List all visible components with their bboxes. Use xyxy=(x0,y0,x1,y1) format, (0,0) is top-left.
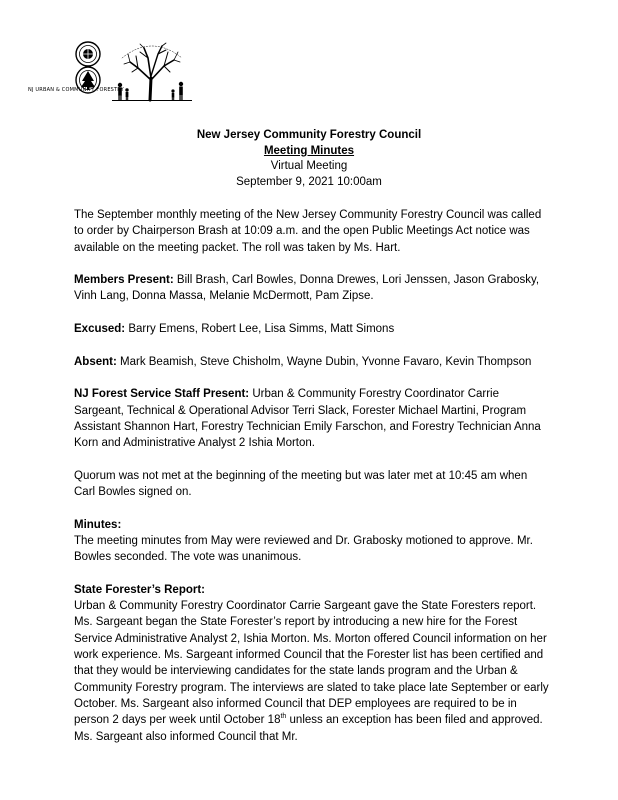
quorum-paragraph: Quorum was not met at the beginning of the meeting but was later met at 10:45 am when Carl Bowles signed on. xyxy=(74,469,528,499)
state-forester-text-a: Urban & Community Forestry Coordinator Carrie Sargeant gave the State Foresters report. Ms. Sargeant began the State Forester’s report by introducing a new hire for the Forest Service Administrative Analyst 2, Ishia Morton. Ms. Morton offered Council information on her work experience. Ms. Sargeant informed Council that the Forester list has been certified and that they would be interviewing candidates for the state lands program and the Urban & Community Forestry program. The interviews are slated to take place late September or early October. Ms. Sargeant also informed Council that DEP employees are required to be in person 2 days per week until October 18 xyxy=(74,600,549,727)
excused-list: Barry Emens, Robert Lee, Lisa Simms, Matt Simons xyxy=(125,323,395,336)
minutes-paragraph: The meeting minutes from May were reviewed and Dr. Grabosky motioned to approve. Mr. Bowles seconded. The vote was unanimous. xyxy=(74,534,533,564)
state-seal-icon xyxy=(76,42,100,66)
staff-present-label: NJ Forest Service Staff Present: xyxy=(74,388,250,401)
ordinal-suffix: th xyxy=(280,713,287,721)
meeting-type: Virtual Meeting xyxy=(270,160,348,172)
intro-paragraph: The September monthly meeting of the New Jersey Community Forestry Council was called to order by Chairperson Brash at 10:09 a.m. and the open Public Meetings Act notice was available on the meeting packet. The roll was taken by Ms. Hart. xyxy=(74,209,542,254)
members-present-list: Bill Brash, Carl Bowles, Donna Drewes, Lori Jenssen, Jason Grabosky, Vinh Lang, Donna Massa, Melanie McDermott, Pam Zipse. xyxy=(74,274,540,303)
absent-list: Mark Beamish, Steve Chisholm, Wayne Dubin, Yvonne Favaro, Kevin Thompson xyxy=(116,355,532,368)
state-forester-paragraph xyxy=(74,598,550,745)
document-title: Meeting Minutes xyxy=(263,144,355,157)
absent-paragraph xyxy=(74,354,550,370)
logo-caption: NJ URBAN & COMMUNITY FORESTRY xyxy=(28,87,124,93)
staff-present-paragraph xyxy=(74,386,550,451)
minutes-heading: Minutes: xyxy=(74,518,122,531)
members-present-label: Members Present: xyxy=(74,274,174,287)
state-forester-heading: State Forester’s Report: xyxy=(74,583,206,596)
organization-name: New Jersey Community Forestry Council xyxy=(196,129,422,141)
excused-label: Excused: xyxy=(74,323,126,336)
excused-paragraph xyxy=(74,321,550,337)
absent-label: Absent: xyxy=(74,355,117,368)
document-header xyxy=(0,128,618,190)
members-present-paragraph xyxy=(74,272,550,305)
meeting-date: September 9, 2021 10:00am xyxy=(236,175,382,188)
staff-present-list: Urban & Community Forestry Coordinator Carrie Sargeant, Technical & Operational Advisor Terri Slack, Forester Michael Martini, Program Assistant Shannon Hart, Forestry Technician Emily Farschon, and Forestry Technician Anna Korn and Administrative Analyst 2 Ishia Morton. xyxy=(74,388,541,450)
state-forester-text-b: unless an exception has been filed and approved. Ms. Sargeant also informed Council that Mr. xyxy=(74,714,543,743)
document-body xyxy=(74,207,550,761)
forestry-logo-graphic xyxy=(74,40,198,104)
forestry-logo xyxy=(74,40,198,104)
